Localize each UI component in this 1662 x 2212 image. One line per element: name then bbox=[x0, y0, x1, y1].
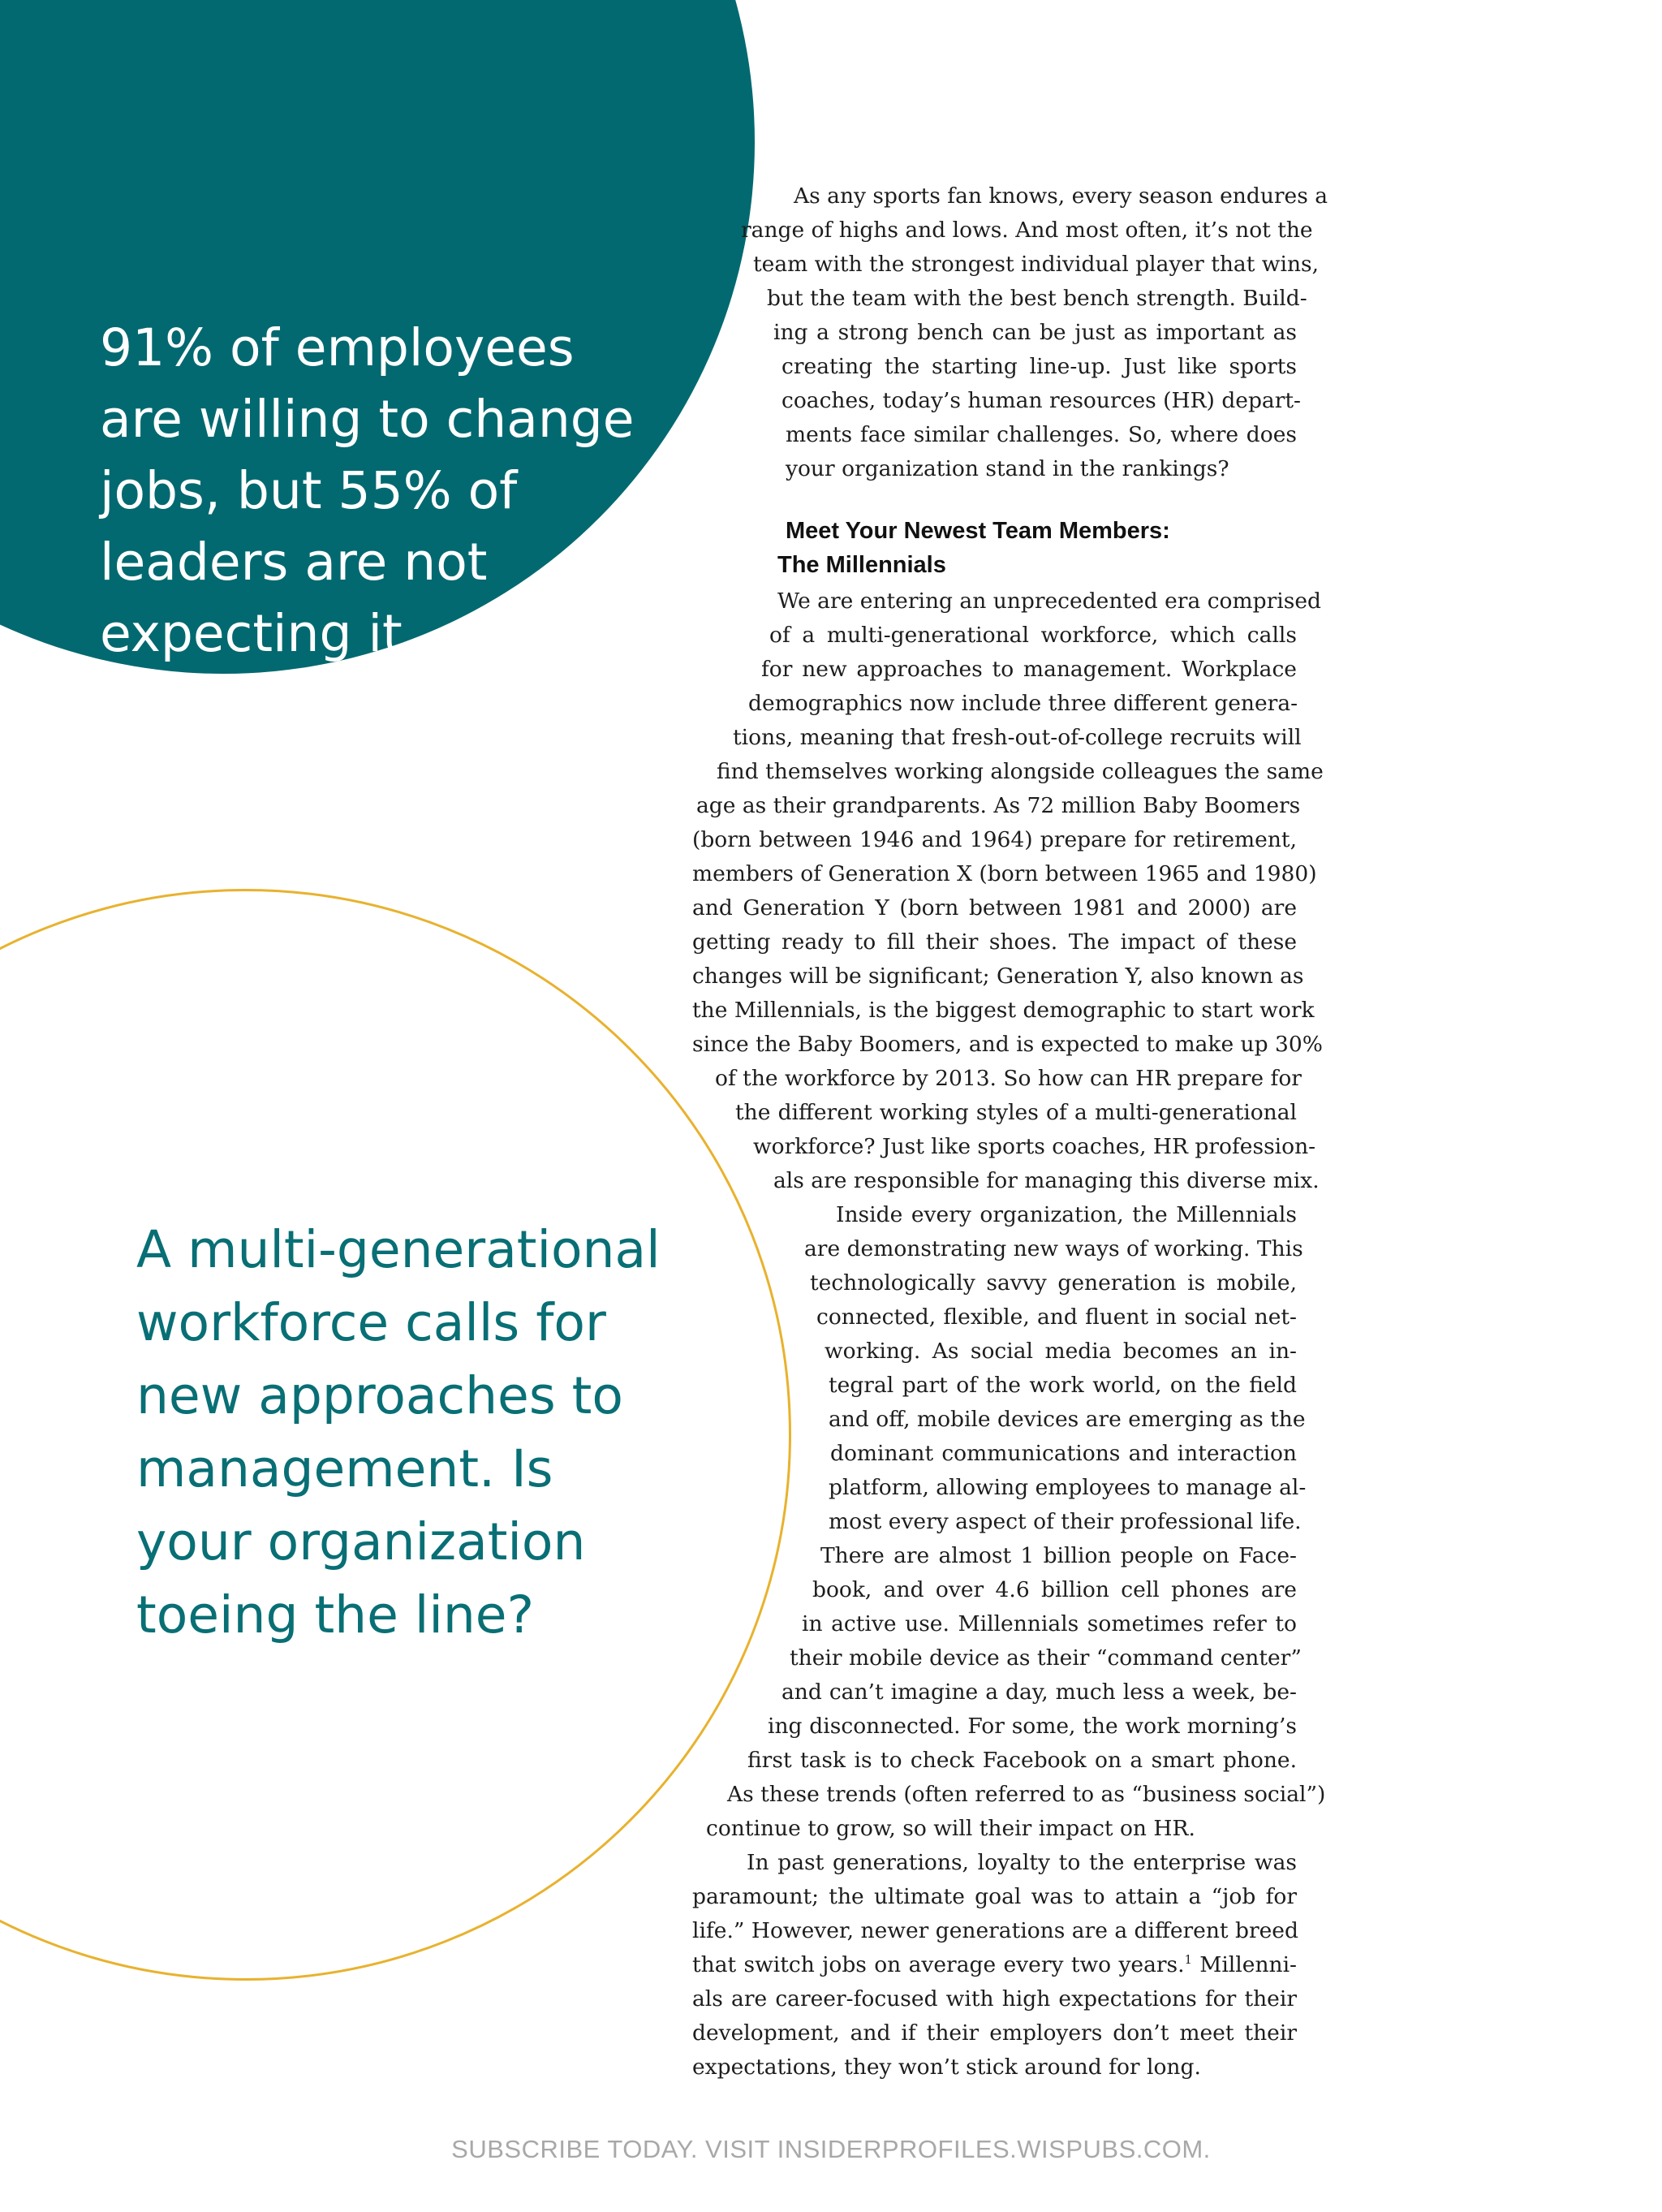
body-line: but the team with the best bench strength. Build- bbox=[767, 286, 1307, 311]
body-line bbox=[692, 1948, 1297, 1982]
body-line: There are almost 1 billion people on Face- bbox=[820, 1543, 1297, 1568]
body-line: We are entering an unprecedented era comprised bbox=[777, 589, 1321, 614]
pullquote-bottom: A multi-generational workforce calls for new approaches to management. Is your organization toeing the line? bbox=[136, 1220, 661, 1645]
body-line: coaches, today’s human resources (HR) depart- bbox=[781, 388, 1301, 413]
body-text: that switch jobs on average every two years. bbox=[692, 1952, 1185, 1977]
pullquote-top: 91% of employees are willing to change jobs, but 55% of leaders are not expecting it. bbox=[100, 318, 635, 663]
body-line: als are career-focused with high expectations for their bbox=[692, 1986, 1297, 2011]
body-line: ing a strong bench can be just as important as bbox=[773, 320, 1297, 345]
subscribe-footer: SUBSCRIBE TODAY. VISIT INSIDERPROFILES.WISPUBS.COM. bbox=[451, 2135, 1211, 2163]
body-line: the Millennials, is the biggest demographic to start work bbox=[692, 998, 1315, 1023]
body-line: team with the strongest individual player that wins, bbox=[753, 252, 1320, 277]
body-line: in active use. Millennials sometimes refer to bbox=[802, 1611, 1297, 1636]
body-line: book, and over 4.6 billion cell phones are bbox=[812, 1577, 1297, 1602]
body-line: life.” However, newer generations are a different breed bbox=[692, 1918, 1298, 1943]
section-heading: Meet Your Newest Team Members: bbox=[786, 518, 1170, 544]
body-line: (born between 1946 and 1964) prepare for retirement, bbox=[692, 827, 1297, 852]
body-line: and Generation Y (born between 1981 and 2000) are bbox=[692, 895, 1297, 921]
body-line: technologically savvy generation is mobile, bbox=[810, 1270, 1297, 1296]
body-line: workforce? Just like sports coaches, HR profession- bbox=[753, 1134, 1316, 1159]
body-line: most every aspect of their professional life. bbox=[829, 1509, 1302, 1534]
body-line: since the Baby Boomers, and is expected to make up 30% bbox=[692, 1032, 1323, 1057]
body-line: find themselves working alongside colleagues the same bbox=[717, 759, 1324, 784]
body-line: members of Generation X (born between 1965 and 1980) bbox=[692, 861, 1317, 886]
body-line: expectations, they won’t stick around for long. bbox=[692, 2055, 1201, 2080]
body-line: As any sports fan knows, every season endures a bbox=[794, 183, 1328, 209]
body-line: dominant communications and interaction bbox=[830, 1441, 1297, 1466]
body-line: ing disconnected. For some, the work morning’s bbox=[768, 1714, 1297, 1739]
body-line: platform, allowing employees to manage al- bbox=[829, 1475, 1307, 1500]
body-line: Inside every organization, the Millennials bbox=[836, 1202, 1297, 1227]
body-line: getting ready to fill their shoes. The impact of these bbox=[692, 929, 1297, 955]
body-line: In past generations, loyalty to the enterprise was bbox=[747, 1850, 1297, 1875]
body-line: your organization stand in the rankings? bbox=[786, 456, 1229, 481]
body-line: age as their grandparents. As 72 million Baby Boomers bbox=[696, 793, 1301, 818]
body-line: changes will be significant; Generation Y, also known as bbox=[692, 964, 1304, 989]
body-line: of the workforce by 2013. So how can HR prepare for bbox=[715, 1066, 1302, 1091]
body-line: range of highs and lows. And most often, it’s not the bbox=[741, 218, 1313, 243]
body-line: connected, flexible, and fluent in social net- bbox=[816, 1304, 1297, 1330]
body-line: working. As social media becomes an in- bbox=[825, 1339, 1297, 1364]
body-line: their mobile device as their “command center” bbox=[790, 1645, 1302, 1671]
body-line: and can’t imagine a day, much less a week, be- bbox=[781, 1679, 1297, 1705]
body-line: the different working styles of a multi-generational bbox=[735, 1100, 1297, 1125]
body-line: als are responsible for managing this diverse mix. bbox=[773, 1168, 1320, 1193]
body-line: first task is to check Facebook on a smart phone. bbox=[747, 1748, 1297, 1773]
body-line: As these trends (often referred to as “business social”) bbox=[727, 1782, 1326, 1807]
body-line: tions, meaning that fresh-out-of-college recruits will bbox=[733, 725, 1302, 750]
body-line: and off, mobile devices are emerging as the bbox=[829, 1407, 1306, 1432]
body-line: paramount; the ultimate goal was to attain a “job for bbox=[692, 1884, 1297, 1909]
body-line: demographics now include three different genera- bbox=[748, 691, 1298, 716]
section-heading: The Millennials bbox=[777, 552, 946, 578]
body-text: Millenni- bbox=[1191, 1952, 1298, 1977]
body-line: development, and if their employers don’t meet their bbox=[692, 2020, 1297, 2046]
body-line: creating the starting line-up. Just like sports bbox=[781, 354, 1297, 379]
body-line: ments face similar challenges. So, where does bbox=[786, 422, 1297, 447]
body-line: continue to grow, so will their impact on HR. bbox=[706, 1816, 1195, 1841]
body-line: are demonstrating new ways of working. This bbox=[804, 1236, 1303, 1261]
body-line: for new approaches to management. Workplace bbox=[761, 657, 1297, 682]
body-line: tegral part of the work world, on the field bbox=[829, 1373, 1297, 1398]
footnote-marker: 1 bbox=[1184, 1953, 1192, 1968]
body-line: of a multi-generational workforce, which calls bbox=[769, 623, 1297, 648]
